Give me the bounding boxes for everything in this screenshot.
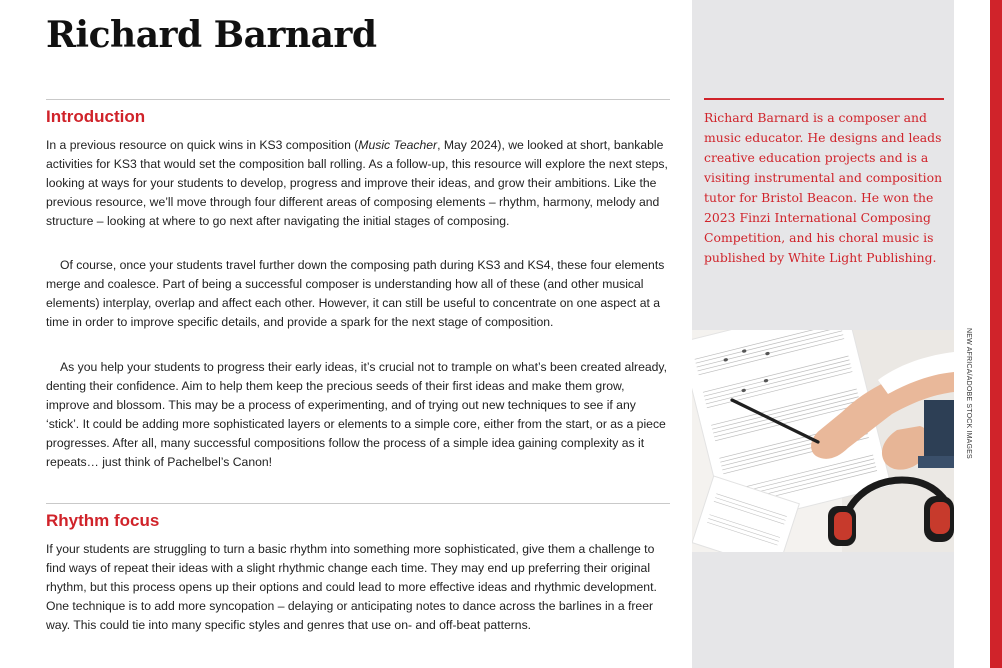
- page-edge: [978, 0, 1002, 668]
- intro-paragraph-3-text: As you help your students to progress their early ideas, it’s crucial not to trample on what’s been created already, denting their confidence. Aim to help them keep the precious seeds of their first ideas and make them grow, improve and blossom. This may be a process of experimenting, and of trying out new techniques to see if any ‘stick’. It could be adding more sophisticated layers or elements to a simple core, either from the start, or as a piece progresses. After all, many successful compositions follow the process of a simple idea gaining complexity as it repeats… just think of Pachelbel’s Canon!: [46, 360, 667, 469]
- section-heading-introduction: Introduction: [46, 107, 146, 126]
- section-heading-rhythm-focus: Rhythm focus: [46, 511, 160, 530]
- intro-paragraph-1: [46, 136, 670, 231]
- intro-paragraph-1-after: , May 2024), we looked at short, bankable activities for KS3 that would set the composition ball rolling. As a follow-up, this resource will explore the next steps, looking at ways for your students to develop, progress and improve their ideas, and grow their ambitions. Like the previous resource, we’ll move through four different areas of composing elements – rhythm, harmony, melody and structure – looking at where to go next after navigating the initial stages of composing.: [46, 138, 668, 228]
- article-title: Richard Barnard: [46, 14, 377, 56]
- intro-paragraph-2: [46, 256, 670, 332]
- rhythm-paragraph-1: [46, 540, 670, 635]
- author-sidebar: [692, 0, 954, 668]
- publication-name: Music Teacher: [358, 138, 438, 152]
- photo-credit: NEW AFRICA/ADOBE STOCK IMAGES: [965, 328, 972, 459]
- section-divider: [46, 99, 670, 100]
- composer-photo-illustration: [692, 330, 954, 552]
- author-bio: Richard Barnard is a composer and music educator. He designs and leads creative education projects and is a visiting instrumental and composition tutor for Bristol Beacon. He won the 2023 Finzi International Composing Competition, and his choral music is published by White Light Publishing.: [704, 110, 943, 265]
- intro-paragraph-2-text: Of course, once your students travel further down the composing path during KS3 and KS4, these four elements merge and coalesce. Part of being a successful composer is understanding how all of these (and other musical elements) interplay, overlap and affect each other. However, it can still be useful to concentrate on one aspect at a time in order to improve specific details, and provide a spark for the next stage of composition.: [46, 258, 665, 329]
- intro-paragraph-1-before: In a previous resource on quick wins in KS3 composition (: [46, 138, 359, 152]
- rhythm-paragraph-1-text: If your students are struggling to turn a basic rhythm into something more sophisticated, give them a challenge to find ways of repeat their ideas with a slight rhythmic change each time. They may end up preferring their original rhythm, but this process opens up their options and could lead to more effective ideas and rhythmic development. One technique is to add more syncopation – delaying or anticipating notes to dance across the barlines in a freer way. This could tie into many specific styles and genres that use on- and off-beat patterns.: [46, 542, 657, 632]
- book-icon: [924, 400, 954, 460]
- article-column: [46, 0, 670, 668]
- sidebar-divider: [704, 98, 944, 100]
- intro-paragraph-3: [46, 358, 670, 472]
- composer-photo: [692, 330, 954, 552]
- accent-edge-bar: [990, 0, 1002, 668]
- section-divider: [46, 503, 670, 504]
